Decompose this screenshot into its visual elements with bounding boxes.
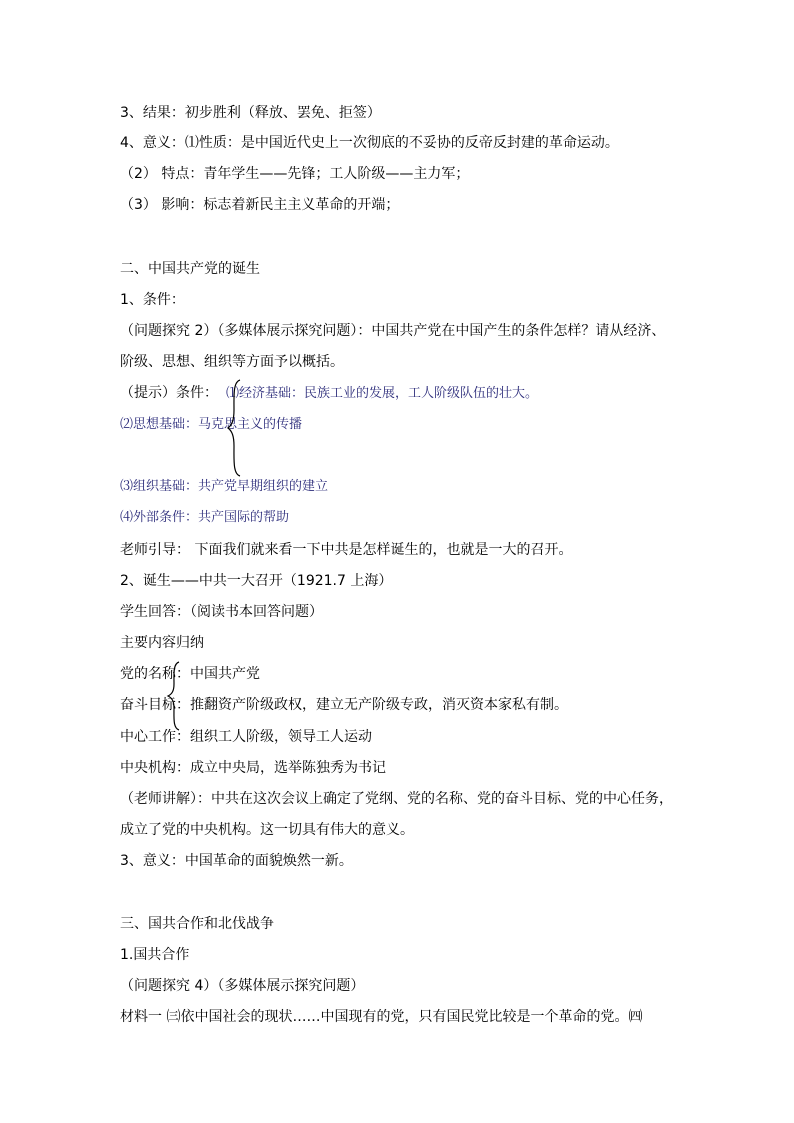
condition-item: ⑷外部条件：共产国际的帮助 xyxy=(120,510,290,525)
text-line: 1.国共合作 xyxy=(120,947,190,963)
text-line: 学生回答：（阅读书本回答问题） xyxy=(120,604,323,620)
text-line: 成立了党的中央机构。这一切具有伟大的意义。 xyxy=(120,822,414,838)
section-heading: 二、中国共产党的诞生 xyxy=(120,261,260,277)
condition-item: ⑴经济基础：民族工业的发展，工人阶级队伍的壮大。 xyxy=(226,386,539,401)
summary-item: 中心工作：组织工人阶级，领导工人运动 xyxy=(120,729,372,745)
text-line: 阶级、思想、组织等方面予以概括。 xyxy=(120,354,344,370)
text-line: （2） 特点：青年学生——先锋；工人阶级——主力军； xyxy=(120,166,470,182)
text-line: （老师讲解）：中共在这次会议上确定了党纲、党的名称、党的奋斗目标、党的中心任务， xyxy=(120,791,673,807)
text-line: （提示）条件： xyxy=(120,385,218,401)
text-line: 1、条件： xyxy=(120,292,185,308)
condition-item: ⑵思想基础：马克思主义的传播 xyxy=(120,417,303,432)
summary-item: 党的名称：中国共产党 xyxy=(120,666,260,682)
text-line: 老师引导： 下面我们就来看一下中共是怎样诞生的，也就是一大的召开。 xyxy=(120,542,573,558)
condition-item: ⑶组织基础：共产党早期组织的建立 xyxy=(120,479,329,494)
section-heading: 三、国共合作和北伐战争 xyxy=(120,916,274,932)
summary-item: 中央机构：成立中央局，选举陈独秀为书记 xyxy=(120,760,386,776)
summary-item: 奋斗目标：推翻资产阶级政权，建立无产阶级专政，消灭资本家私有制。 xyxy=(120,697,568,713)
text-line: 主要内容归纳 xyxy=(120,635,204,651)
text-line: 3、结果：初步胜利（释放、罢免、拒签） xyxy=(120,105,381,121)
text-line: （3） 影响：标志着新民主主义革命的开端； xyxy=(120,197,400,213)
text-line: 3、意义：中国革命的面貌焕然一新。 xyxy=(120,853,353,869)
text-line: （问题探究 2）（多媒体展示探究问题）：中国共产党在中国产生的条件怎样？请从经济、 xyxy=(120,323,666,339)
text-line: （问题探究 4）（多媒体展示探究问题） xyxy=(120,978,365,994)
text-line: 材料一 ㈢依中国社会的现状……中国现有的党，只有国民党比较是一个革命的党。㈣ xyxy=(120,1009,643,1025)
text-line: 2、诞生——中共一大召开（1921.7 上海） xyxy=(120,573,393,589)
text-line: 4、意义：⑴性质：是中国近代史上一次彻底的不妥协的反帝反封建的革命运动。 xyxy=(120,135,619,151)
